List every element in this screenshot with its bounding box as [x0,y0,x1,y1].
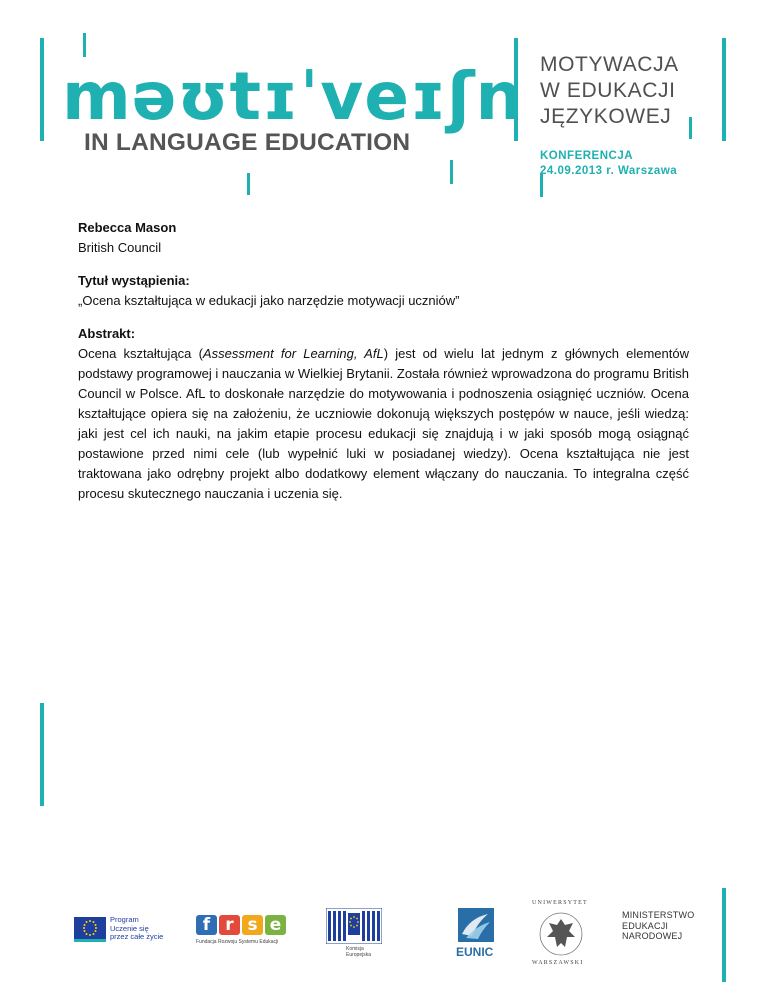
university-warsaw-logo [530,900,592,972]
eunic-logo [456,908,496,960]
uw-bottom-text: WARSZAWSKI [532,960,584,966]
abstract-body: ) jest od wielu lat jednym z głównych elementów podstawy programowej i nauczania w Wielkiej Brytanii. Została również wprowadzona do programu British Council w Polsce. AfL to doskonałe narzędzie do motywowania i podnoszenia osiągnięć uczniów. Ocena kształtujące opiera się na założeniu, że uczniowie dokonują większych postępów w nauce, jeśli wiedzą: jaki jest cel ich nauki, na jakim etapie procesu edukacji się znajdują i w jaki sposób mogą osiągnąć postawione przed nimi cele (lub wypełnić luki w posiadanej wiedzy). Ocena kształtująca nie jest traktowana jako odrębny projekt albo dodatkowy element włączany do nauczania. To integralna część procesu skutecznego nauczania i uczenia się. [78,346,689,501]
program-line: Uczenie się [110,923,149,933]
european-commission-logo [326,908,382,958]
eu-flag-icon [74,917,106,939]
commission-building-icon [326,908,382,944]
uw-top-text: UNIWERSYTET [532,900,588,906]
conference-meta [540,149,677,179]
speaker-name: Rebecca Mason [78,220,177,235]
eagle-emblem-icon [537,911,585,957]
abstract-italic: Assessment for Learning, AfL [202,346,384,361]
ministry-line: NARODOWEJ [622,931,683,941]
decor-bar [722,38,726,141]
speaker-organization: British Council [78,240,162,255]
program-line: przez całe życie [110,932,164,941]
footer-logos [0,900,768,980]
decor-bar [83,33,86,57]
flag-stripe [74,939,106,942]
logo-subtitle: IN LANGUAGE EDUCATION [84,129,411,156]
ministry-logo [622,910,712,952]
motivation-logo: məʊtɪˈveɪʃn [62,58,524,135]
eunic-emblem-icon [458,908,494,942]
ec-caption [346,946,371,958]
frse-logo [196,915,291,949]
lifelong-learning-logo [74,917,194,943]
frse-letter: e [265,915,286,935]
decor-bar [40,703,44,806]
decor-bar [40,38,44,141]
decor-bar [247,173,250,195]
ministry-line: EDUKACJI [622,920,669,931]
talk-title-label: Tytuł wystąpienia: [78,273,190,288]
conference-title-line: W EDUKACJI [540,79,676,102]
abstract-label: Abstrakt: [78,326,136,341]
conference-date: 24.09.2013 r. Warszawa [540,165,678,177]
ec-caption-line: Europejska [346,952,372,958]
abstract-text [78,344,689,504]
talk-title: „Ocena kształtująca w edukacji jako narzędzie motywacji uczniów” [78,293,460,308]
eunic-text: EUNIC [456,945,494,959]
frse-letter: s [242,915,263,935]
decor-bar [689,117,692,139]
abstract-lead: Ocena kształtująca ( [78,346,203,361]
ec-caption-line: Komisja [346,946,364,952]
ministry-text [622,910,712,942]
frse-caption: Fundacja Rozwoju Systemu Edukacji [196,939,279,945]
ministry-line: MINISTERSTWO [622,910,695,920]
frse-letter: f [196,915,217,935]
conference-title [540,52,679,130]
frse-letter: r [219,915,240,935]
conference-title-line: MOTYWACJA [540,53,679,76]
document-body [78,218,689,504]
decor-bar [450,160,453,184]
program-line: Program [110,915,139,924]
conference-title-line: JĘZYKOWEJ [540,105,672,128]
program-text [110,916,163,942]
conference-label: KONFERENCJA [540,150,634,162]
